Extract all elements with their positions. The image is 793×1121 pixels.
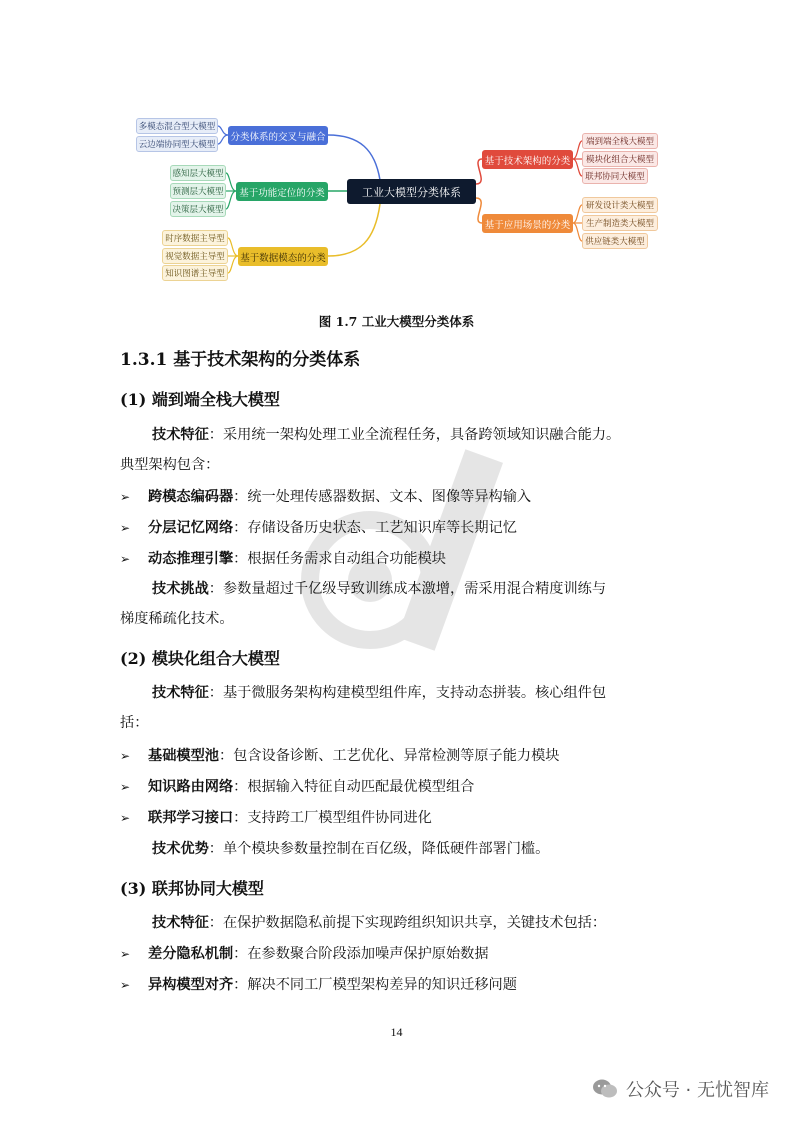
s3-feature-label: 技术特征 (152, 915, 209, 931)
leaf-function-3: 决策层大模型 (170, 201, 226, 217)
leaf-data-1: 时序数据主导型 (162, 230, 228, 246)
leaf-data-3: 知识图谱主导型 (162, 265, 228, 281)
leaf-scene-2: 生产制造类大模型 (582, 215, 658, 231)
s2-feature-text: ：基于微服务架构构建模型组件库，支持动态拼装。核心组件包 (208, 685, 607, 701)
connector-scene-leaf1 (573, 205, 582, 223)
s3-bullet-1 (120, 943, 489, 963)
leaf-function-1: 感知层大模型 (170, 165, 226, 181)
connector-arch-leaf1 (573, 141, 582, 159)
s2-advantage-paragraph (120, 834, 675, 864)
mindmap-figure (0, 0, 793, 300)
s2-bullet-3 (120, 807, 432, 827)
page-number: 14 (390, 1025, 403, 1039)
s1-challenge-text: ：参数量超过千亿级导致训练成本激增，需采用混合精度训练与 (208, 581, 607, 597)
s1-feature-paragraph (120, 420, 675, 480)
bullet-arrow-icon: ➢ (120, 811, 131, 825)
bullet-text: ：解决不同工厂模型架构差异的知识迁移问题 (233, 977, 517, 993)
s3-bullet-2 (120, 974, 517, 994)
bullet-arrow-icon: ➢ (120, 521, 131, 535)
connector-data-leaf3 (228, 256, 238, 273)
branch-arch: 基于技术架构的分类 (482, 150, 573, 169)
bullet-text: ：统一处理传感器数据、文本、图像等异构输入 (233, 489, 532, 505)
s1-feature-label: 技术特征 (152, 427, 209, 443)
bullet-label: 差分隐私机制 (148, 946, 234, 962)
bullet-text: ：根据输入特征自动匹配最优模型组合 (233, 779, 475, 795)
bullet-text: ：支持跨工厂模型组件协同进化 (233, 810, 432, 826)
connector-function-leaf1 (226, 173, 236, 191)
s1-bullet-1 (120, 486, 531, 506)
leaf-function-2: 预测层大模型 (170, 183, 226, 199)
s1-bullet-2 (120, 517, 517, 537)
s2-title: (2) 模块化组合大模型 (120, 649, 280, 668)
leaf-cross-2: 云边端协同型大模型 (136, 136, 218, 152)
mindmap-center-node: 工业大模型分类体系 (347, 179, 476, 204)
connector-data-leaf1 (228, 238, 238, 256)
connector-cross-leaf2 (218, 135, 228, 144)
branch-scene: 基于应用场景的分类 (482, 214, 573, 233)
bullet-text: ：存储设备历史状态、工艺知识库等长期记忆 (233, 520, 517, 536)
s1-title: (1) 端到端全栈大模型 (120, 390, 280, 409)
s2-bullet-1 (120, 745, 559, 765)
bullet-label: 动态推理引擎 (148, 551, 234, 567)
s1-bullet-3 (120, 548, 446, 568)
s1-challenge-paragraph (120, 574, 675, 634)
bullet-label: 跨模态编码器 (148, 489, 234, 505)
branch-data: 基于数据模态的分类 (238, 247, 328, 266)
bullet-arrow-icon: ➢ (120, 947, 131, 961)
connector-arch-leaf3 (573, 159, 582, 176)
mindmap-connectors (0, 0, 793, 300)
leaf-arch-1: 端到端全栈大模型 (582, 133, 658, 149)
footer-brand (592, 1076, 769, 1102)
s1-challenge-label: 技术挑战 (152, 581, 209, 597)
bullet-arrow-icon: ➢ (120, 749, 131, 763)
bullet-text: ：根据任务需求自动组合功能模块 (233, 551, 446, 567)
s1-challenge-text2: 梯度稀疏化技术。 (120, 611, 234, 627)
s3-feature-paragraph (120, 908, 675, 938)
bullet-label: 分层记忆网络 (148, 520, 234, 536)
connector-data (328, 204, 380, 256)
leaf-arch-3: 联邦协同大模型 (582, 168, 648, 184)
connector-scene-leaf3 (573, 223, 582, 241)
leaf-cross-1: 多模态混合型大模型 (136, 118, 218, 134)
s1-feature-text: ：采用统一架构处理工业全流程任务，具备跨领域知识融合能力。 (208, 427, 621, 443)
leaf-arch-2: 模块化组合大模型 (582, 151, 658, 167)
branch-function: 基于功能定位的分类 (236, 182, 328, 201)
s2-feature-text2: 括： (120, 715, 149, 731)
branch-cross: 分类体系的交叉与融合 (228, 126, 328, 145)
s1-feature-text2: 典型架构包含： (120, 457, 220, 473)
connector-cross (328, 135, 380, 180)
leaf-scene-3: 供应链类大模型 (582, 233, 648, 249)
s2-advantage-text: ：单个模块参数量控制在百亿级，降低硬件部署门槛。 (208, 841, 550, 857)
leaf-data-2: 视觉数据主导型 (162, 248, 228, 264)
connector-cross-leaf1 (218, 126, 228, 135)
bullet-label: 联邦学习接口 (148, 810, 234, 826)
bullet-label: 知识路由网络 (148, 779, 234, 795)
bullet-arrow-icon: ➢ (120, 490, 131, 504)
bullet-label: 基础模型池 (148, 748, 219, 764)
footer-brand-text: 公众号 · 无忧智库 (625, 1080, 769, 1101)
bullet-arrow-icon: ➢ (120, 552, 131, 566)
leaf-scene-1: 研发设计类大模型 (582, 197, 658, 213)
wechat-icon (592, 1078, 618, 1100)
s3-title: (3) 联邦协同大模型 (120, 879, 264, 898)
bullet-arrow-icon: ➢ (120, 978, 131, 992)
bullet-arrow-icon: ➢ (120, 780, 131, 794)
s3-feature-text: ：在保护数据隐私前提下实现跨组织知识共享，关键技术包括： (208, 915, 607, 931)
s2-bullet-2 (120, 776, 474, 796)
bullet-text: ：包含设备诊断、工艺优化、异常检测等原子能力模块 (218, 748, 560, 764)
connector-function-leaf3 (226, 191, 236, 209)
s2-advantage-label: 技术优势 (152, 841, 209, 857)
bullet-label: 异构模型对齐 (148, 977, 234, 993)
figure-caption: 图 1.7 工业大模型分类体系 (318, 314, 475, 329)
s2-feature-label: 技术特征 (152, 685, 209, 701)
section-title: 1.3.1 基于技术架构的分类体系 (120, 350, 361, 370)
bullet-text: ：在参数聚合阶段添加噪声保护原始数据 (233, 946, 489, 962)
s2-feature-paragraph (120, 678, 675, 738)
